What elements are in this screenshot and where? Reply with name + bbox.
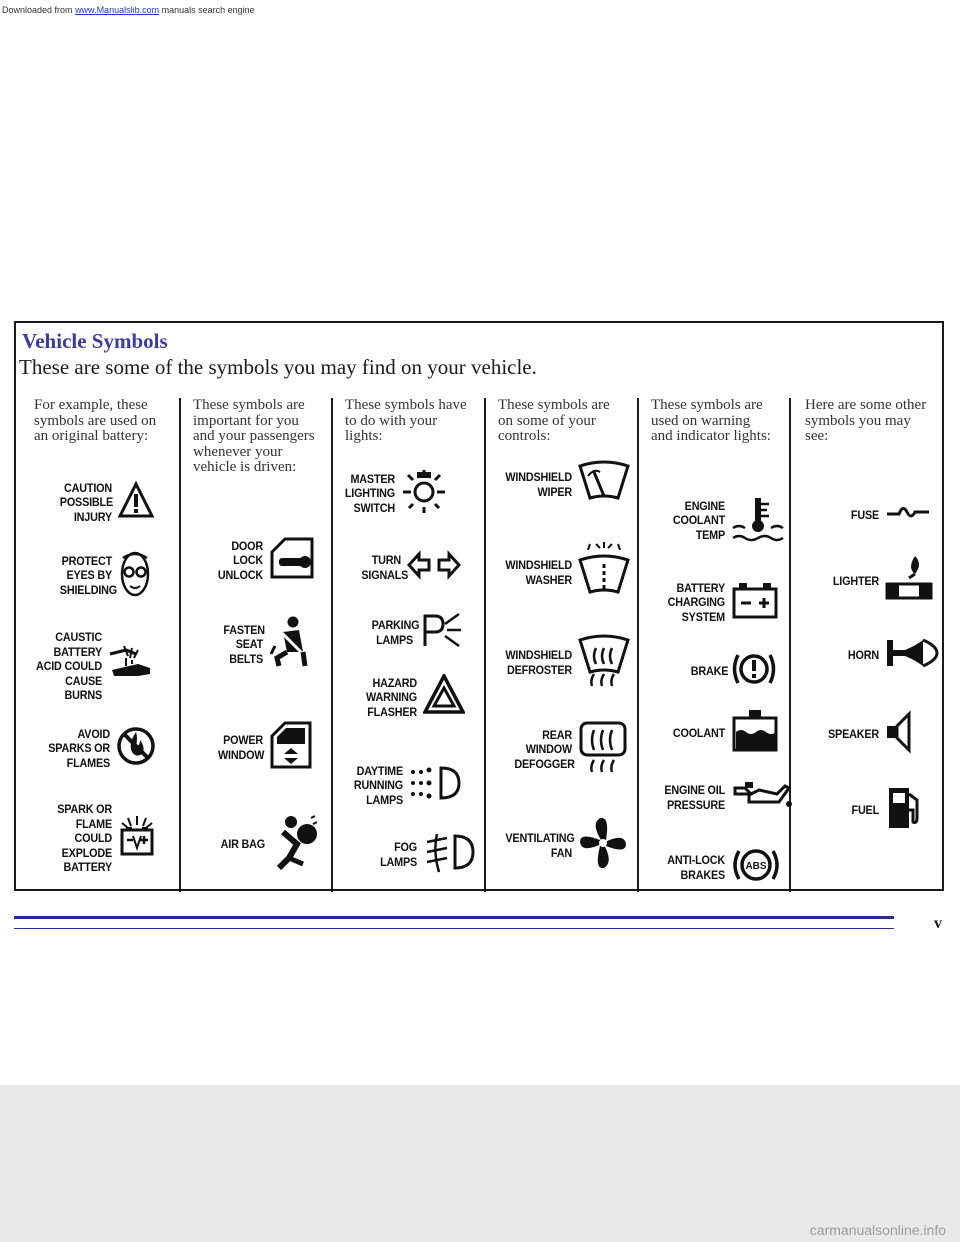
symbol-hazard [355,674,465,721]
symbol-label: ENGINE COOLANT TEMP [672,498,725,542]
symbol-label: PARKING LAMPS [371,618,420,647]
column-controls [498,398,637,894]
door-lock-icon [269,536,315,585]
battery-explode-icon [118,814,156,863]
symbol-label: FUSE [850,508,879,523]
daytime-running-lamps-icon [409,762,461,809]
symbol-windshield-defroster [498,632,630,693]
column-intro: These symbols are on some of your controls: [498,397,610,444]
windshield-defroster-icon [578,632,630,693]
column-divider [484,398,486,892]
windshield-washer-icon [578,540,630,605]
column-intro: These symbols are important for you and your passengers whenever your vehicle is driven: [193,397,315,475]
symbol-daytime-running [341,762,461,809]
symbol-door-lock [193,536,315,585]
column-intro: For example, these symbols are used on an original battery: [34,397,157,444]
symbol-fog-lamps [351,830,475,879]
fog-lamps-icon [423,830,475,879]
symbol-label: LIGHTER [832,574,879,589]
symbol-label: CAUSTIC BATTERY ACID COULD CAUSE BURNS [35,630,102,702]
symbol-label: SPARK OR FLAME COULD EXPLODE BATTERY [57,802,112,874]
no-flame-icon [116,726,156,771]
symbol-fuel [845,784,925,837]
symbol-speaker [813,710,915,759]
fan-icon [578,816,628,875]
symbol-label: AIR BAG [220,837,265,852]
air-bag-icon [271,814,317,875]
seat-belt-icon [269,614,311,675]
symbol-label: PROTECT EYES BY SHIELDING [59,553,117,597]
manualslib-link[interactable]: www.Manualslib.com [75,5,160,15]
rear-defogger-icon [578,720,628,779]
page-subtitle: These are some of the symbols you may find on your vehicle. [19,355,537,379]
symbol-seat-belts [219,614,311,675]
symbol-label: ENGINE OIL PRESSURE [664,783,725,812]
banner-prefix: Downloaded from [2,5,73,15]
symbol-label: FUEL [851,803,879,818]
column-battery [34,398,179,894]
symbol-label: VENTILATING FAN [505,831,575,860]
battery-charging-icon [731,580,779,625]
symbol-label: TURN SIGNALS [361,553,409,582]
column-intro: Here are some other symbols you may see: [805,397,927,444]
symbol-horn [839,636,941,675]
symbol-windshield-wiper [498,458,630,511]
column-divider [179,398,181,892]
symbol-label: FOG LAMPS [380,840,417,869]
abs-icon [731,842,781,893]
face-shield-icon [118,548,152,603]
horn-icon [885,636,941,675]
symbol-rear-defogger [508,720,628,779]
column-divider [789,398,791,892]
symbol-label: POWER WINDOW [218,733,265,762]
symbol-lighter [823,554,935,609]
symbol-label: WINDSHIELD WIPER [505,470,572,499]
column-other [805,398,944,894]
column-safety [193,398,331,894]
download-banner [0,4,402,16]
symbol-label: HAZARD WARNING FLASHER [366,675,417,719]
symbol-protect-eyes [54,548,152,603]
symbol-caution [54,480,154,525]
symbol-battery-charging [655,580,779,625]
coolant-level-icon [731,708,779,759]
symbol-windshield-washer [498,540,630,605]
column-intro: These symbols have to do with your lights: [345,397,467,444]
symbol-label: DAYTIME RUNNING LAMPS [353,763,403,807]
watermark: carmanualsonline.info [809,1222,946,1238]
column-lights [345,398,484,894]
column-warning-lights [651,398,789,894]
coolant-temp-icon [731,494,785,547]
symbol-engine-coolant-temp [655,494,785,547]
symbol-caustic-acid [26,630,152,703]
symbol-label: CAUTION POSSIBLE INJURY [59,480,113,524]
symbol-fuse [845,502,931,529]
symbol-label: BRAKE [690,664,729,679]
symbol-label: COOLANT [672,726,725,741]
symbol-label: ANTI-LOCK BRAKES [667,853,725,882]
symbol-oil-pressure [655,780,793,815]
symbol-label: BATTERY CHARGING SYSTEM [667,580,725,624]
footer-rule [14,916,894,919]
svg-text:ABS: ABS [745,861,767,872]
fuse-icon [885,502,931,529]
windshield-wiper-icon [578,458,630,511]
brake-warning-icon [731,646,777,697]
oil-pressure-icon [731,780,793,815]
column-intro: These symbols are used on warning and indicator lights: [651,397,771,444]
symbol-label: WINDSHIELD DEFROSTER [505,648,572,677]
power-window-icon [269,720,313,775]
scan-margin [0,1085,960,1242]
speaker-icon [885,710,915,759]
page-title: Vehicle Symbols [22,329,168,353]
symbol-avoid-flames [34,726,156,771]
symbol-ventilating-fan [498,816,628,875]
symbol-label: DOOR LOCK UNLOCK [217,538,263,582]
column-divider [331,398,333,892]
master-lighting-icon [401,468,447,519]
hazard-triangle-icon [423,674,465,721]
symbol-label: MASTER LIGHTING SWITCH [344,471,395,515]
symbol-label: WINDSHIELD WASHER [505,558,572,587]
symbol-label: FASTEN SEAT BELTS [223,622,265,666]
symbol-parking-lamps [367,610,463,655]
symbol-label: SPEAKER [828,727,879,742]
symbol-master-lighting [339,468,447,519]
symbol-air-bag [215,814,317,875]
symbol-label: REAR WINDOW DEFOGGER [514,727,575,771]
symbol-anti-lock-brakes [659,842,781,893]
column-divider [637,398,639,892]
acid-burn-hand-icon [108,644,152,689]
symbol-spark-explode [42,802,156,875]
symbol-turn-signals [357,550,461,585]
symbol-label: AVOID SPARKS OR FLAMES [48,726,110,770]
turn-signals-icon [407,550,461,585]
caution-triangle-icon [118,480,154,525]
footer-rule [14,928,894,929]
parking-lamps-icon [419,610,463,655]
lighter-icon [885,554,935,609]
banner-suffix: manuals search engine [161,5,255,15]
symbol-label: HORN [847,648,879,663]
symbol-coolant [667,708,779,759]
page-number: v [934,915,942,932]
fuel-pump-icon [885,784,925,837]
symbol-brake [687,646,777,697]
symbol-power-window [213,720,313,775]
